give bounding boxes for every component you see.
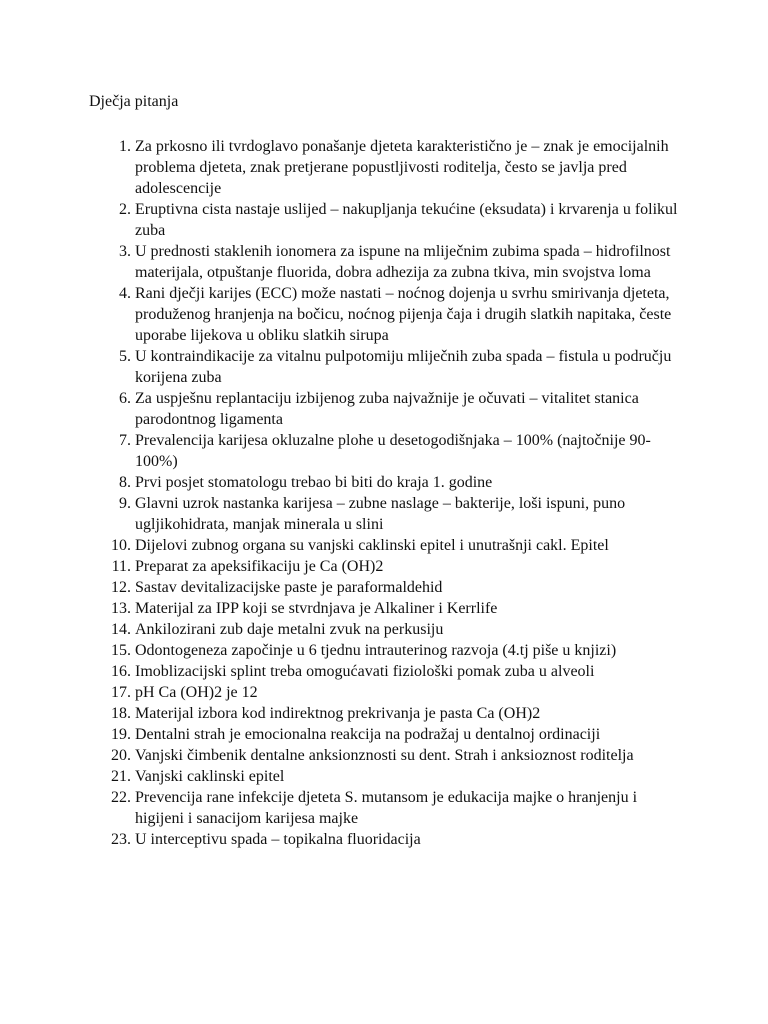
list-item-number: 22. (111, 789, 131, 806)
list-item-text: Materijal za IPP koji se stvrdnjava je Alkaliner i Kerrlife (135, 600, 498, 617)
list-item-number: 7. (119, 432, 131, 449)
list-item-text: Dentalni strah je emocionalna reakcija na podražaj u dentalnoj ordinaciji (135, 726, 601, 743)
list-item-text: pH Ca (OH)2 je 12 (135, 684, 258, 701)
list-item (0, 535, 768, 556)
list-item-number: 14. (111, 621, 131, 638)
list-item (0, 241, 768, 283)
list-item-text: Imoblizacijski splint treba omogućavati fiziološki pomak zuba u alveoli (135, 663, 595, 680)
list-item (0, 199, 768, 241)
list-item (0, 346, 768, 388)
list-item (0, 745, 768, 766)
list-item-text: Odontogeneza započinje u 6 tjednu intrauterinog razvoja (4.tj piše u knjizi) (135, 642, 617, 659)
list-item-text: Materijal izbora kod indirektnog prekrivanja je pasta Ca (OH)2 (135, 705, 541, 722)
list-item-number: 3. (119, 243, 131, 260)
list-item-number: 6. (119, 390, 131, 407)
list-item-number: 13. (111, 600, 131, 617)
list-item (0, 556, 768, 577)
list-item-number: 16. (111, 663, 131, 680)
list-item-text: Rani dječji karijes (ECC) može nastati – noćnog dojenja u svrhu smirivanja djeteta, produženog hranjenja na bočicu, noćnog pijenja čaja i drugih slatkih napitaka, česte uporabe lijekova u obliku slatkih sirupa (135, 285, 672, 344)
list-item (0, 829, 768, 850)
list-item (0, 682, 768, 703)
list-item-number: 15. (111, 642, 131, 659)
list-item (0, 766, 768, 787)
list-item-text: Glavni uzrok nastanka karijesa – zubne naslage – bakterije, loši ispuni, puno ugljikohidrata, manjak minerala u slini (135, 495, 626, 533)
list-item (0, 388, 768, 430)
list-item-number: 12. (111, 579, 131, 596)
list-item (0, 472, 768, 493)
list-item-text: U kontraindikacije za vitalnu pulpotomiju mliječnih zuba spada – fistula u području korijena zuba (135, 348, 672, 386)
list-item (0, 724, 768, 745)
list-item-text: Za prkosno ili tvrdoglavo ponašanje djeteta karakteristično je – znak je emocijalnih problema djeteta, znak pretjerane popustljivosti roditelja, često se javlja pred adolescencije (135, 138, 669, 197)
list-item-text: Vanjski caklinski epitel (135, 768, 285, 785)
list-item-text: Prvi posjet stomatologu trebao bi biti do kraja 1. godine (135, 474, 493, 491)
list-item-number: 23. (111, 831, 131, 848)
list-item (0, 430, 768, 472)
list-item-text: U interceptivu spada – topikalna fluoridacija (135, 831, 421, 848)
list-item (0, 661, 768, 682)
list-item-number: 5. (119, 348, 131, 365)
list-item (0, 136, 768, 199)
list-item-text: Dijelovi zubnog organa su vanjski caklinski epitel i unutrašnji cakl. Epitel (135, 537, 609, 554)
list-item-text: Prevencija rane infekcije djeteta S. mutansom je edukacija majke o hranjenju i higijeni i sanacijom karijesa majke (135, 789, 638, 827)
list-item-number: 2. (119, 201, 131, 218)
list-item-text: Vanjski čimbenik dentalne anksionznosti su dent. Strah i anksioznost roditelja (135, 747, 634, 764)
list-item-number: 17. (111, 684, 131, 701)
list-item-number: 4. (119, 285, 131, 302)
list-item-text: Prevalencija karijesa okluzalne plohe u desetogodišnjaka – 100% (najtočnije 90-100%) (135, 432, 651, 470)
list-item (0, 703, 768, 724)
list-item-number: 10. (111, 537, 131, 554)
list-item-number: 18. (111, 705, 131, 722)
list-item-number: 11. (111, 558, 131, 575)
list-item-text: Ankilozirani zub daje metalni zvuk na perkusiju (135, 621, 444, 638)
list-item-number: 20. (111, 747, 131, 764)
list-item (0, 598, 768, 619)
list-item (0, 640, 768, 661)
question-list (0, 136, 768, 850)
list-item (0, 577, 768, 598)
list-item-text: Sastav devitalizacijske paste je paraformaldehid (135, 579, 443, 596)
list-item-number: 8. (119, 474, 131, 491)
list-item-text: Eruptivna cista nastaje uslijed – nakupljanja tekućine (eksudata) i krvarenja u folikul zuba (135, 201, 678, 239)
list-item (0, 283, 768, 346)
list-item (0, 787, 768, 829)
list-item-text: U prednosti staklenih ionomera za ispune na mliječnim zubima spada – hidrofilnost materijala, otpuštanje fluorida, dobra adhezija za zubna tkiva, min svojstva loma (135, 243, 671, 281)
list-item-number: 19. (111, 726, 131, 743)
list-item-number: 9. (119, 495, 131, 512)
list-item-text: Za uspješnu replantaciju izbijenog zuba najvažnije je očuvati – vitalitet stanica parodontnog ligamenta (135, 390, 639, 428)
list-item-text: Preparat za apeksifikaciju je Ca (OH)2 (135, 558, 384, 575)
list-item (0, 619, 768, 640)
list-item-number: 21. (111, 768, 131, 785)
document-title: Dječja pitanja (89, 93, 179, 110)
list-item-number: 1. (119, 138, 131, 155)
list-item (0, 493, 768, 535)
